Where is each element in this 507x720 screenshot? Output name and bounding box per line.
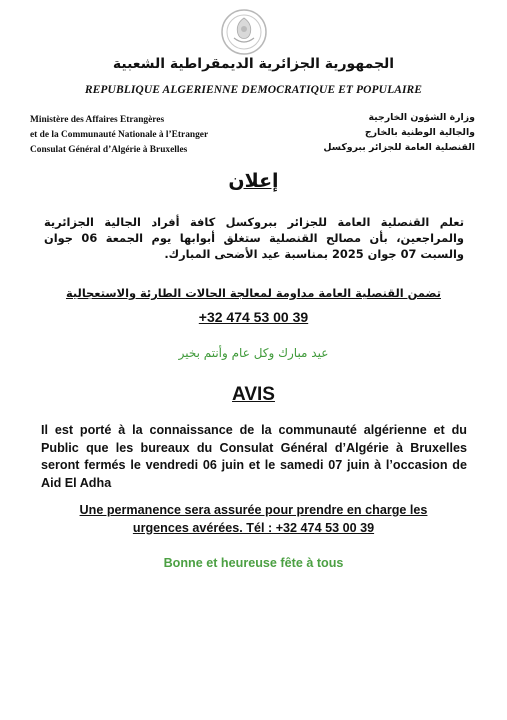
consulate-line-ar: القنصلية العامة للجزائر ببروكسل [323,142,475,153]
french-heading-text: AVIS [232,384,275,405]
ministry-arabic-block [275,110,475,155]
arabic-permanence: تضمن القنصلية العامة مداومة لمعالجة الحالات الطارئة والاستعجالية [65,286,441,300]
national-emblem-seal [220,8,268,56]
ministry-line-ar: وزارة الشؤون الخارجية [368,112,475,123]
french-republic-title: REPUBLIQUE ALGERIENNE DEMOCRATIQUE ET POPULAIRE [84,84,423,96]
arabic-greeting: عيد مبارك وكل عام وأنتم بخير [178,346,329,360]
ministry-french-block [30,113,208,158]
consulate-line: Consulat Général d’Algérie à Bruxelles [30,145,188,155]
phone-number: +32 474 53 00 39 [198,309,309,325]
french-permanence: Une permanence sera assurée pour prendre en charge les urgences avérées. Tél : +32 474 53 00 39 [79,503,428,535]
community-line: et de la Communauté Nationale à l’Etranger [30,130,209,140]
arabic-notice-body: تعلم القنصلية العامة للجزائر ببروكسل كافة أفراد الجالية الجزائرية والمراجعين، بأن مصالح القنصلية ستغلق أبوابها يوم الجمعة 06 جوان والسبت 07 جوان 2025 بمناسبة عيد الأضحى المبارك. [44,215,464,261]
arabic-republic-title: الجمهورية الجزائرية الديمقراطية الشعبية [112,56,395,72]
french-heading [0,384,507,406]
french-notice-body: Il est porté à la connaissance de la communauté algérienne et du Public que les bureaux du Consulat Général d’Algérie à Bruxelles seront fermés le vendredi 06 juin et le samedi 07 juin à l’occasion de Aid El Adha [41,423,467,490]
arabic-heading [0,170,507,192]
ministry-line: Ministère des Affaires Etrangères [30,115,165,125]
french-greeting: Bonne et heureuse fête à tous [163,556,344,570]
community-line-ar: والجالية الوطنية بالخارج [364,127,475,138]
arabic-heading-text: إعلان [228,170,279,192]
